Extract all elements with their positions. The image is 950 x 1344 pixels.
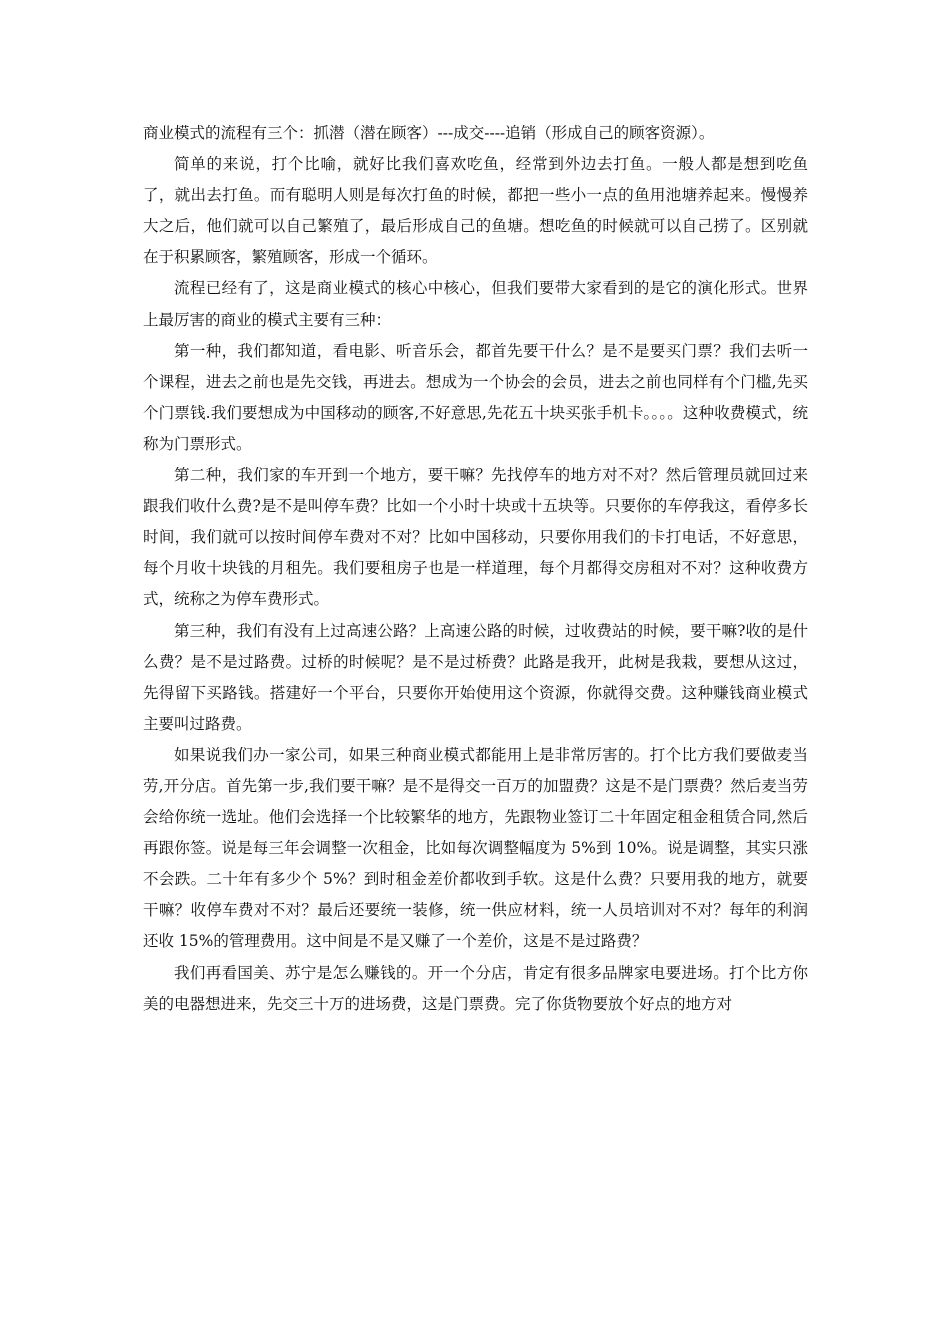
document-body bbox=[143, 118, 808, 1020]
paragraph-parking-model: 第二种，我们家的车开到一个地方，要干嘛？先找停车的地方对不对？然后管理员就回过来跟我们收什么费?是不是叫停车费？比如一个小时十块或十五块等。只要你的车停我这，看停多长时间，我们就可以按时间停车费对不对？比如中国移动，只要你用我们的卡打电话，不好意思，每个月收十块钱的月租先。我们要租房子也是一样道理，每个月都得交房租对不对？这种收费方式，统称之为停车费形式。 bbox=[143, 466, 808, 609]
paragraph-gome-suning-example: 我们再看国美、苏宁是怎么赚钱的。开一个分店，肯定有很多品牌家电要进场。打个比方你美的电器想进来，先交三十万的进场费，这是门票费。完了你货物要放个好点的地方对 bbox=[143, 963, 808, 1013]
paragraph-toll-model: 第三种，我们有没有上过高速公路？上高速公路的时候，过收费站的时候，要干嘛?收的是什么费？是不是过路费。过桥的时候呢？是不是过桥费？此路是我开，此树是我栽，要想从这过，先得留下买路钱。搭建好一个平台，只要你开始使用这个资源，你就得交费。这种赚钱商业模式主要叫过路费。 bbox=[143, 621, 808, 733]
paragraph-ticket-model: 第一种，我们都知道，看电影、听音乐会，都首先要干什么？是不是要买门票？我们去听一个课程，进去之前也是先交钱，再进去。想成为一个协会的会员，进去之前也同样有个门槛,先买个门票钱.我们要想成为中国移动的顾客,不好意思,先花五十块买张手机卡。。。。这种收费模式，统称为门票形式。 bbox=[143, 341, 808, 453]
paragraph-mcdonalds-example: 如果说我们办一家公司，如果三种商业模式都能用上是非常厉害的。打个比方我们要做麦当劳,开分店。首先第一步,我们要干嘛？是不是得交一百万的加盟费？这是不是门票费？然后麦当劳会给你统一选址。他们会选择一个比较繁华的地方，先跟物业签订二十年固定租金租赁合同,然后再跟你签。说是每三年会调整一次租金，比如每次调整幅度为 5%到 10%。说是调整，其实只涨不会跌。二十年有多少个 5%？到时租金差价都收到手软。这是什么费？只要用我的地方，就要干嘛？收停车费对不对？最后还要统一装修，统一供应材料，统一人员培训对不对？每年的利润还收 15%的管理费用。这中间是不是又赚了一个差价，这是不是过路费？ bbox=[143, 745, 808, 951]
paragraph-business-flow: 商业模式的流程有三个：抓潜（潜在顾客）---成交----追销（形成自己的顾客资源）。 bbox=[143, 124, 715, 142]
paragraph-fish-analogy: 简单的来说，打个比喻，就好比我们喜欢吃鱼，经常到外边去打鱼。一般人都是想到吃鱼了，就出去打鱼。而有聪明人则是每次打鱼的时候，都把一些小一点的鱼用池塘养起来。慢慢养大之后，他们就可以自己繁殖了，最后形成自己的鱼塘。想吃鱼的时候就可以自己捞了。区别就在于积累顾客，繁殖顾客，形成一个循环。 bbox=[143, 155, 808, 267]
paragraph-three-models-intro: 流程已经有了，这是商业模式的核心中核心，但我们要带大家看到的是它的演化形式。世界上最厉害的商业的模式主要有三种： bbox=[143, 279, 808, 329]
